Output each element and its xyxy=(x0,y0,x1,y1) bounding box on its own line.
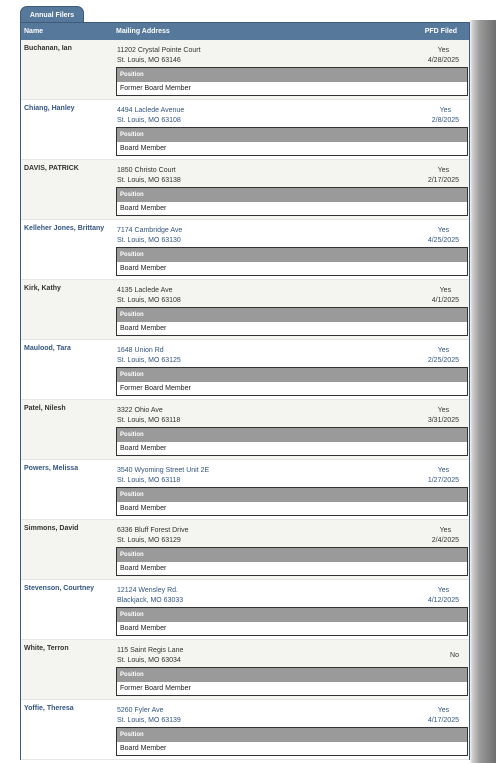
tab-annual-filers[interactable]: Annual Filers xyxy=(20,6,84,24)
pfd-filed xyxy=(428,346,459,366)
pfd-date: 4/28/2025 xyxy=(427,57,459,64)
filer-row xyxy=(21,700,469,760)
position-box xyxy=(116,427,468,456)
filer-name: DAVIS, PATRICK xyxy=(24,165,79,172)
position-box xyxy=(116,127,468,156)
address-line-2: St. Louis, MO 63138 xyxy=(117,177,181,184)
pfd-filed xyxy=(428,466,459,486)
position-box xyxy=(116,247,468,276)
pfd-date: 2/8/2025 xyxy=(431,117,459,124)
table-header xyxy=(21,23,469,40)
pfd-filed xyxy=(428,406,459,426)
position-label: Position xyxy=(117,308,467,322)
pfd-date: 2/4/2025 xyxy=(431,537,459,544)
filer-row xyxy=(21,40,469,100)
position-value: Board Member xyxy=(120,745,167,752)
address-line-1: 1648 Union Rd xyxy=(117,347,164,354)
pfd-status: Yes xyxy=(437,467,450,474)
filer-name: Patel, Nilesh xyxy=(24,405,66,412)
mailing-address xyxy=(117,466,209,486)
filer-name: Kirk, Kathy xyxy=(24,285,61,292)
filers-list xyxy=(21,40,469,760)
filer-name: Kelleher Jones, Brittany xyxy=(24,225,105,232)
position-label: Position xyxy=(117,68,467,82)
position-value: Board Member xyxy=(120,625,167,632)
address-line-2: St. Louis, MO 63139 xyxy=(117,717,181,724)
position-box xyxy=(116,307,468,336)
filer-row xyxy=(21,160,469,220)
filer-name: Yoffie, Theresa xyxy=(24,705,74,712)
pfd-filed xyxy=(428,226,459,246)
position-box xyxy=(116,607,468,636)
mailing-address xyxy=(117,706,181,726)
column-header-name: Name xyxy=(24,28,44,35)
address-line-1: 4494 Laclede Avenue xyxy=(117,107,185,114)
mailing-address xyxy=(117,226,182,246)
position-value: Former Board Member xyxy=(120,385,191,392)
position-label: Position xyxy=(117,668,467,682)
address-line-2: St. Louis, MO 63118 xyxy=(117,417,181,424)
position-label: Position xyxy=(117,728,467,742)
filer-name: Stevenson, Courtney xyxy=(24,585,95,592)
position-box xyxy=(116,667,468,696)
filer-name: Maulood, Tara xyxy=(24,345,71,352)
mailing-address xyxy=(117,286,181,306)
mailing-address xyxy=(117,166,181,186)
position-value: Former Board Member xyxy=(120,685,191,692)
address-line-1: 3322 Ohio Ave xyxy=(117,407,163,414)
position-label: Position xyxy=(117,188,467,202)
position-box xyxy=(116,367,468,396)
mailing-address xyxy=(117,526,188,546)
mailing-address xyxy=(117,586,183,606)
pfd-date: 1/27/2025 xyxy=(427,477,459,484)
filer-name: Simmons, David xyxy=(24,525,79,532)
position-value: Board Member xyxy=(120,505,167,512)
pfd-status: Yes xyxy=(437,587,450,594)
address-line-1: 6336 Bluff Forest Drive xyxy=(117,527,189,534)
pfd-filed xyxy=(428,706,459,726)
pfd-status: No xyxy=(450,652,459,659)
pfd-status: Yes xyxy=(439,107,452,114)
position-label: Position xyxy=(117,368,467,382)
pfd-status: Yes xyxy=(437,47,450,54)
address-line-2: St. Louis, MO 63146 xyxy=(117,57,181,64)
address-line-2: St. Louis, MO 63108 xyxy=(117,297,181,304)
filer-row xyxy=(21,580,469,640)
pfd-date: 4/25/2025 xyxy=(427,237,459,244)
filer-name: Chiang, Hanley xyxy=(24,105,75,112)
position-value: Board Member xyxy=(120,265,167,272)
position-box xyxy=(116,67,468,96)
pfd-status: Yes xyxy=(437,707,450,714)
pfd-status: Yes xyxy=(437,347,450,354)
column-header-pfd-filed: PFD Filed xyxy=(424,28,457,35)
address-line-1: 3540 Wyoming Street Unit 2E xyxy=(117,467,210,474)
position-label: Position xyxy=(117,608,467,622)
position-label: Position xyxy=(117,488,467,502)
position-value: Board Member xyxy=(120,145,167,152)
filer-row xyxy=(21,400,469,460)
pfd-date: 2/25/2025 xyxy=(427,357,459,364)
filer-name: White, Terron xyxy=(24,645,69,652)
pfd-filed xyxy=(432,106,459,126)
position-label: Position xyxy=(117,248,467,262)
right-sidebar-shadow xyxy=(470,0,496,763)
mailing-address xyxy=(117,46,201,66)
pfd-filed xyxy=(428,586,459,606)
pfd-status: Yes xyxy=(437,407,450,414)
position-value: Board Member xyxy=(120,565,167,572)
mailing-address xyxy=(117,346,181,366)
position-box xyxy=(116,487,468,516)
pfd-date: 4/17/2025 xyxy=(427,717,459,724)
mailing-address xyxy=(117,646,183,666)
pfd-filed xyxy=(432,526,459,546)
pfd-status: Yes xyxy=(439,527,452,534)
pfd-filed xyxy=(432,286,459,306)
filer-name: Powers, Melissa xyxy=(24,465,79,472)
address-line-2: St. Louis, MO 63118 xyxy=(117,477,181,484)
address-line-2: St. Louis, MO 63130 xyxy=(117,237,181,244)
position-box xyxy=(116,727,468,756)
filer-name: Buchanan, Ian xyxy=(24,45,72,52)
pfd-status: Yes xyxy=(437,227,450,234)
address-line-1: 7174 Cambridge Ave xyxy=(117,227,183,234)
pfd-date: 4/12/2025 xyxy=(427,597,459,604)
address-line-1: 11202 Crystal Pointe Court xyxy=(117,47,201,54)
filer-row xyxy=(21,100,469,160)
annual-filers-panel xyxy=(20,22,470,760)
filer-row xyxy=(21,520,469,580)
filer-row xyxy=(21,280,469,340)
pfd-date: 2/17/2025 xyxy=(427,177,459,184)
position-label: Position xyxy=(117,128,467,142)
filer-row xyxy=(21,640,469,700)
pfd-filed xyxy=(450,651,459,661)
address-line-1: 4135 Laclede Ave xyxy=(117,287,173,294)
position-label: Position xyxy=(117,428,467,442)
address-line-2: Blackjack, MO 63033 xyxy=(117,597,184,604)
address-line-2: St. Louis, MO 63129 xyxy=(117,537,181,544)
pfd-status: Yes xyxy=(437,167,450,174)
address-line-2: St. Louis, MO 63125 xyxy=(117,357,181,364)
pfd-date: 3/31/2025 xyxy=(427,417,459,424)
address-line-2: St. Louis, MO 63034 xyxy=(117,657,181,664)
address-line-1: 1850 Christo Court xyxy=(117,167,176,174)
position-value: Board Member xyxy=(120,205,167,212)
filer-row xyxy=(21,460,469,520)
filer-row xyxy=(21,340,469,400)
pfd-date: 4/1/2025 xyxy=(431,297,459,304)
position-box xyxy=(116,547,468,576)
address-line-2: St. Louis, MO 63108 xyxy=(117,117,181,124)
position-value: Former Board Member xyxy=(120,85,191,92)
column-header-mailing-address: Mailing Address xyxy=(116,28,170,35)
address-line-1: 115 Saint Regis Lane xyxy=(117,647,184,654)
pfd-filed xyxy=(428,46,459,66)
position-label: Position xyxy=(117,548,467,562)
mailing-address xyxy=(117,106,184,126)
mailing-address xyxy=(117,406,180,426)
position-value: Board Member xyxy=(120,325,167,332)
address-line-1: 5260 Fyler Ave xyxy=(117,707,164,714)
filer-row xyxy=(21,220,469,280)
right-sidebar-top xyxy=(470,0,496,20)
address-line-1: 12124 Wensley Rd. xyxy=(117,587,178,594)
pfd-status: Yes xyxy=(439,287,452,294)
position-value: Board Member xyxy=(120,445,167,452)
pfd-filed xyxy=(428,166,459,186)
position-box xyxy=(116,187,468,216)
